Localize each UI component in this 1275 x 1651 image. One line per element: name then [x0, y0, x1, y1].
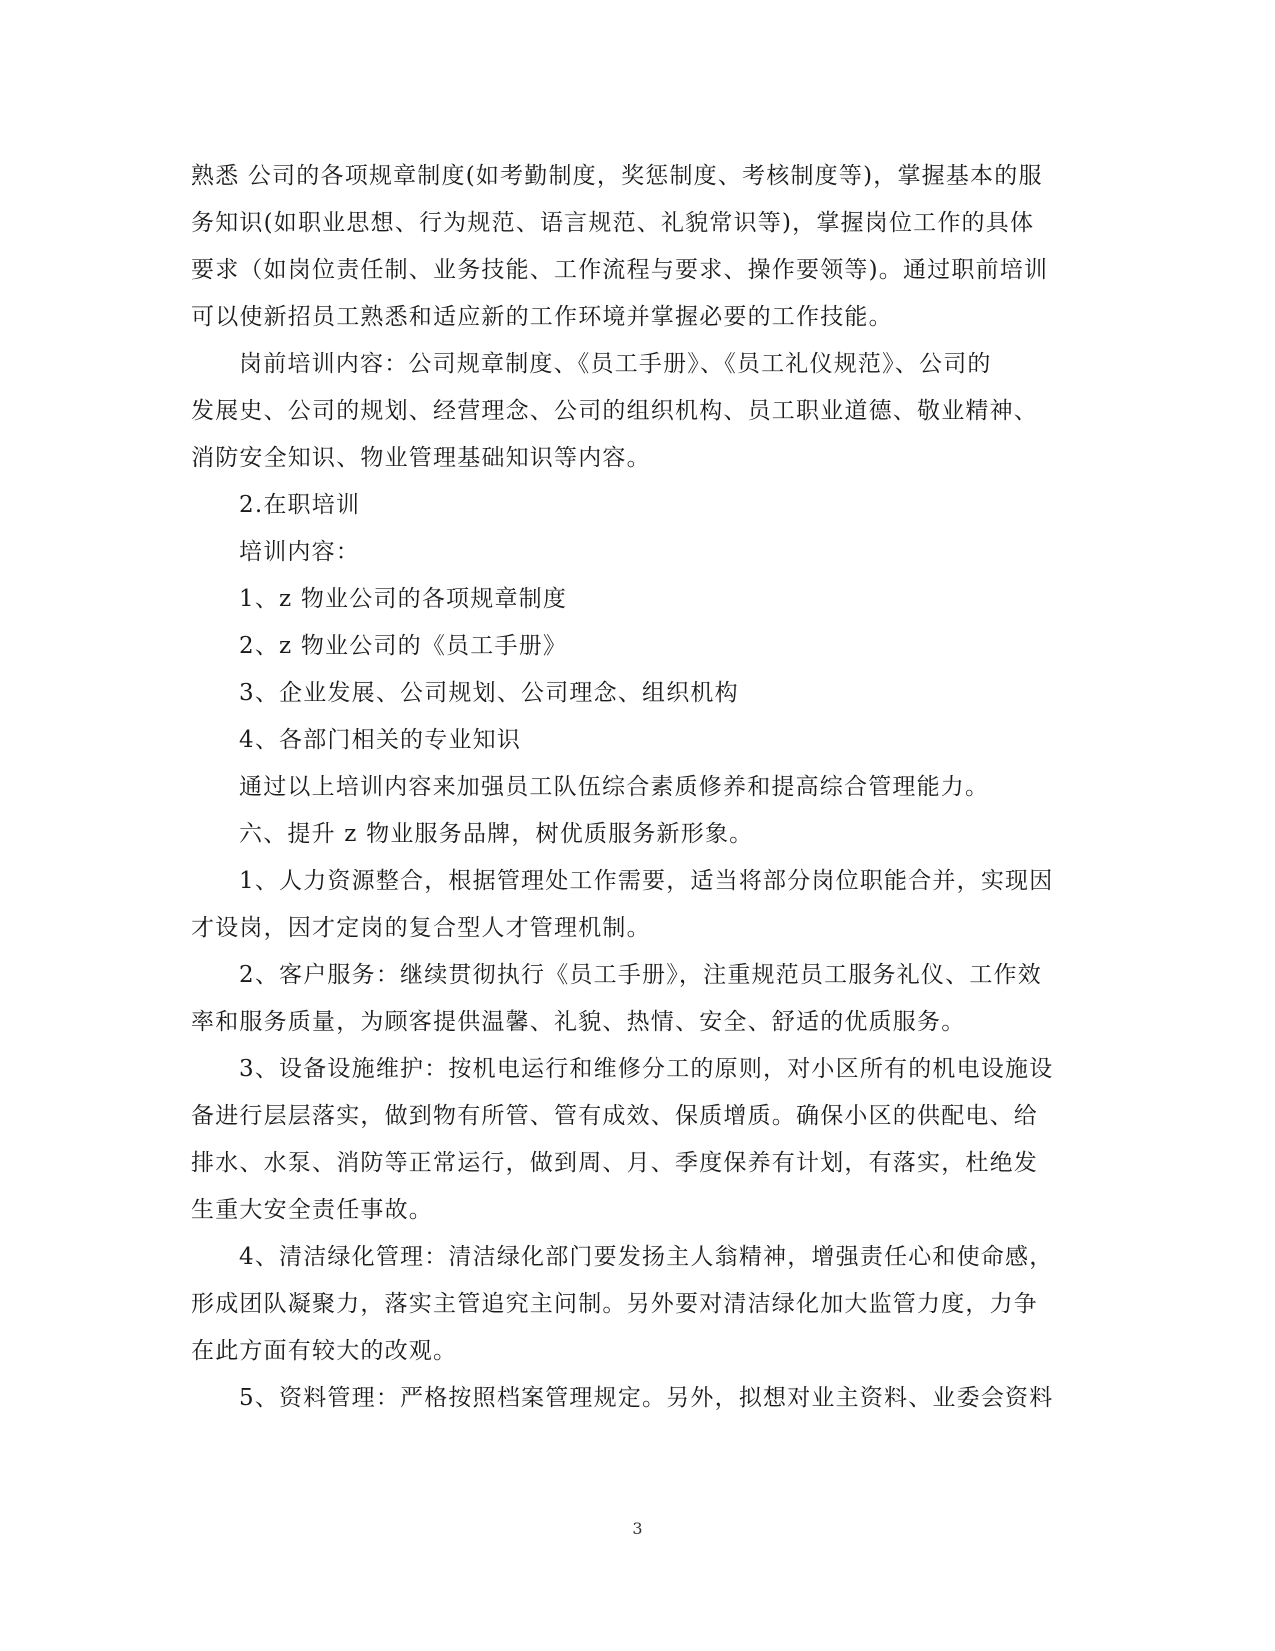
text-line: 排水、水泵、消防等正常运行，做到周、月、季度保养有计划，有落实，杜绝发	[191, 1150, 1038, 1176]
text-line: 3、企业发展、公司规划、公司理念、组织机构	[239, 680, 739, 706]
text-line: 1、人力资源整合，根据管理处工作需要，适当将部分岗位职能合并，实现因	[239, 868, 1054, 894]
text-line: 备进行层层落实，做到物有所管、管有成效、保质增质。确保小区的供配电、给	[191, 1103, 1038, 1129]
text-line: 通过以上培训内容来加强员工队伍综合素质修养和提高综合管理能力。	[239, 774, 990, 800]
text-line: 率和服务质量，为顾客提供温馨、礼貌、热情、安全、舒适的优质服务。	[191, 1009, 966, 1035]
text-line: 2.在职培训	[239, 492, 361, 518]
text-line: 要求（如岗位责任制、业务技能、工作流程与要求、操作要领等)。通过职前培训	[191, 257, 1049, 283]
text-line: 3、设备设施维护：按机电运行和维修分工的原则，对小区所有的机电设施设	[239, 1056, 1054, 1082]
text-line: 2、客户服务：继续贯彻执行《员工手册》，注重规范员工服务礼仪、工作效	[239, 962, 1042, 988]
text-line: 5、资料管理：严格按照档案管理规定。另外，拟想对业主资料、业委会资料	[239, 1385, 1054, 1411]
text-line: 4、清洁绿化管理：清洁绿化部门要发扬主人翁精神，增强责任心和使命感，	[239, 1244, 1054, 1270]
text-line: 熟悉 公司的各项规章制度(如考勤制度，奖惩制度、考核制度等)，掌握基本的服	[191, 163, 1043, 189]
text-line: 消防安全知识、物业管理基础知识等内容。	[191, 445, 651, 471]
text-line: 才设岗，因才定岗的复合型人才管理机制。	[191, 915, 651, 941]
text-line: 六、提升 z 物业服务品牌，树优质服务新形象。	[239, 821, 754, 847]
text-line: 2、z 物业公司的《员工手册》	[239, 633, 568, 659]
text-line: 1、z 物业公司的各项规章制度	[239, 586, 568, 612]
text-line: 发展史、公司的规划、经营理念、公司的组织机构、员工职业道德、敬业精神、	[191, 398, 1038, 424]
text-line: 在此方面有较大的改观。	[191, 1338, 458, 1364]
text-line: 岗前培训内容：公司规章制度、《员工手册》、《员工礼仪规范》、公司的	[239, 351, 992, 377]
text-line: 培训内容：	[239, 539, 360, 565]
document-body	[191, 153, 1081, 1422]
text-line: 4、各部门相关的专业知识	[239, 727, 522, 753]
text-line: 可以使新招员工熟悉和适应新的工作环境并掌握必要的工作技能。	[191, 304, 893, 330]
text-line: 务知识(如职业思想、行为规范、语言规范、礼貌常识等)，掌握岗位工作的具体	[191, 210, 1035, 236]
text-line: 生重大安全责任事故。	[191, 1197, 433, 1223]
text-line: 形成团队凝聚力，落实主管追究主问制。另外要对清洁绿化加大监管力度，力争	[191, 1291, 1038, 1317]
page-number: 3	[632, 1519, 643, 1538]
